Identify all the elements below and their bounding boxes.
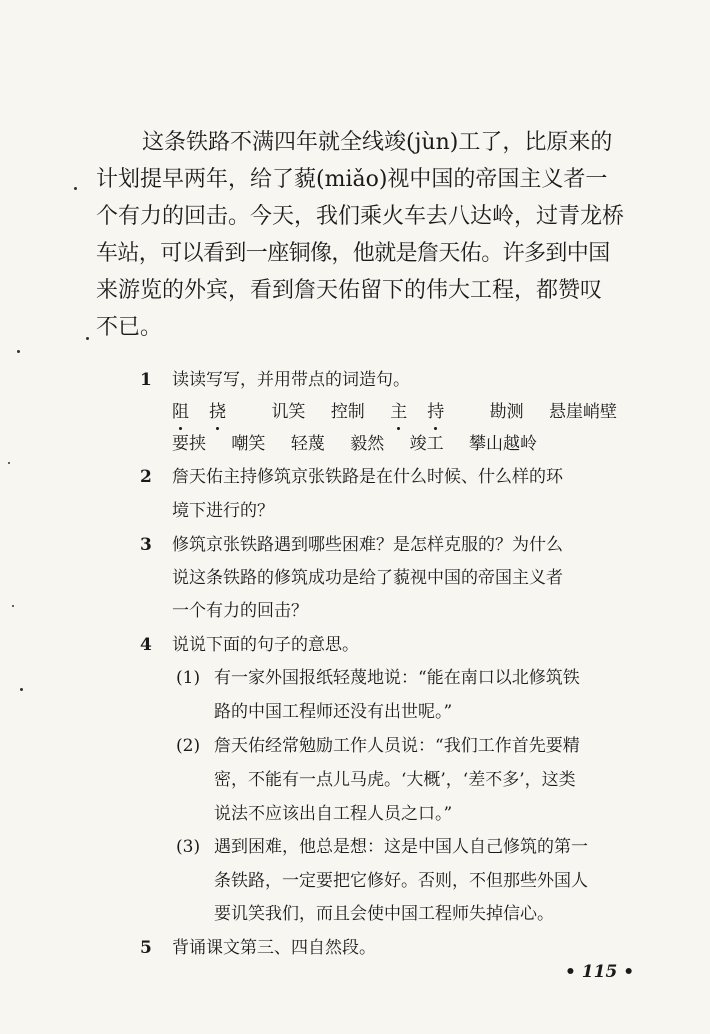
exercise-1-number: 1 (140, 370, 152, 390)
scan-speck (86, 337, 89, 340)
exercise-5-number: 5 (140, 938, 152, 958)
sentence-2-line: 密，不能有一点儿马虎。‘大概’，‘差不多’，这类 (214, 770, 576, 790)
emphasis-dot-char: 主 (390, 396, 407, 428)
exercise-3-line: 一个有力的回击？ (172, 601, 308, 621)
emphasis-dot-char: 挠 (209, 396, 226, 428)
scan-speck (12, 605, 14, 607)
sentence-3-line: 要讥笑我们，而且会使中国工程师失掉信心。 (214, 904, 554, 924)
sentence-3-line: 条铁路，一定要把它修好。否则，不但那些外国人 (214, 871, 588, 891)
exercise-2-line: 詹天佑主持修筑京张铁路是在什么时候、什么样的环 (172, 467, 563, 487)
exercise-3-line: 修筑京张铁路遇到哪些困难？是怎样克服的？为什么 (172, 535, 563, 555)
vocab-word-dotted (390, 396, 464, 428)
body-paragraph (96, 124, 644, 346)
vocab-word: 轻蔑 (290, 434, 325, 454)
exercise-4-number: 4 (140, 635, 152, 655)
vocab-word: 勘测 (489, 402, 524, 422)
sentence-1-line: 有一家外国报纸轻蔑地说：“能在南口以北修筑铁 (214, 668, 580, 688)
scan-speck (8, 462, 10, 464)
sentence-2-line: 说法不应该出自工程人员之口。” (214, 804, 453, 824)
sentence-1-line: 路的中国工程师还没有出世呢。” (214, 702, 453, 722)
sentence-3-label: (3) (176, 837, 201, 857)
emphasis-dot-char: 阻 (172, 396, 189, 428)
scan-speck (20, 688, 23, 691)
exercise-2-number: 2 (140, 467, 152, 487)
vocab-row-2 (172, 428, 557, 460)
exercise-4-text: 说说下面的句子的意思。 (172, 635, 359, 655)
vocab-word: 悬崖峭壁 (549, 402, 618, 422)
vocab-word: 讥笑 (271, 402, 306, 422)
paragraph-line: 计划提早两年，给了藐(miǎo)视中国的帝国主义者一 (96, 167, 608, 192)
exercise-2-line: 境下进行的？ (172, 501, 274, 521)
paragraph-line: 个有力的回击。今天，我们乘火车去八达岭，过青龙桥 (96, 204, 625, 229)
exercise-3-line: 说这条铁路的修筑成功是给了藐视中国的帝国主义者 (172, 568, 563, 588)
vocab-word-dotted (172, 396, 246, 428)
paragraph-line: 不已。 (96, 315, 163, 340)
vocab-word: 毅然 (350, 434, 385, 454)
emphasis-dot-char: 持 (427, 396, 444, 428)
vocab-word: 竣工 (409, 434, 444, 454)
vocab-word: 嘲笑 (231, 434, 266, 454)
page-number: • 115 • (565, 962, 635, 982)
sentence-1-label: (1) (176, 668, 201, 688)
vocab-word: 要挟 (172, 434, 206, 454)
vocab-word: 控制 (330, 402, 365, 422)
paragraph-line: 这条铁路不满四年就全线竣(jùn)工了，比原来的 (142, 130, 613, 155)
paragraph-line: 来游览的外宾，看到詹天佑留下的伟大工程，都赞叹 (96, 278, 603, 303)
vocab-row-1 (172, 396, 637, 428)
sentence-2-label: (2) (176, 736, 201, 756)
sentence-2-line: 詹天佑经常勉励工作人员说：“我们工作首先要精 (214, 736, 580, 756)
sentence-3-line: 遇到困难，他总是想：这是中国人自己修筑的第一 (214, 837, 588, 857)
exercise-5-text: 背诵课文第三、四自然段。 (172, 938, 376, 958)
paragraph-line: 车站，可以看到一座铜像，他就是詹天佑。许多到中国 (96, 241, 610, 266)
exercise-1-text: 读读写写，并用带点的词造句。 (172, 370, 410, 390)
exercise-3-number: 3 (140, 535, 152, 555)
scan-speck (17, 350, 20, 353)
scan-speck (74, 187, 77, 190)
vocab-word: 攀山越岭 (469, 434, 538, 454)
